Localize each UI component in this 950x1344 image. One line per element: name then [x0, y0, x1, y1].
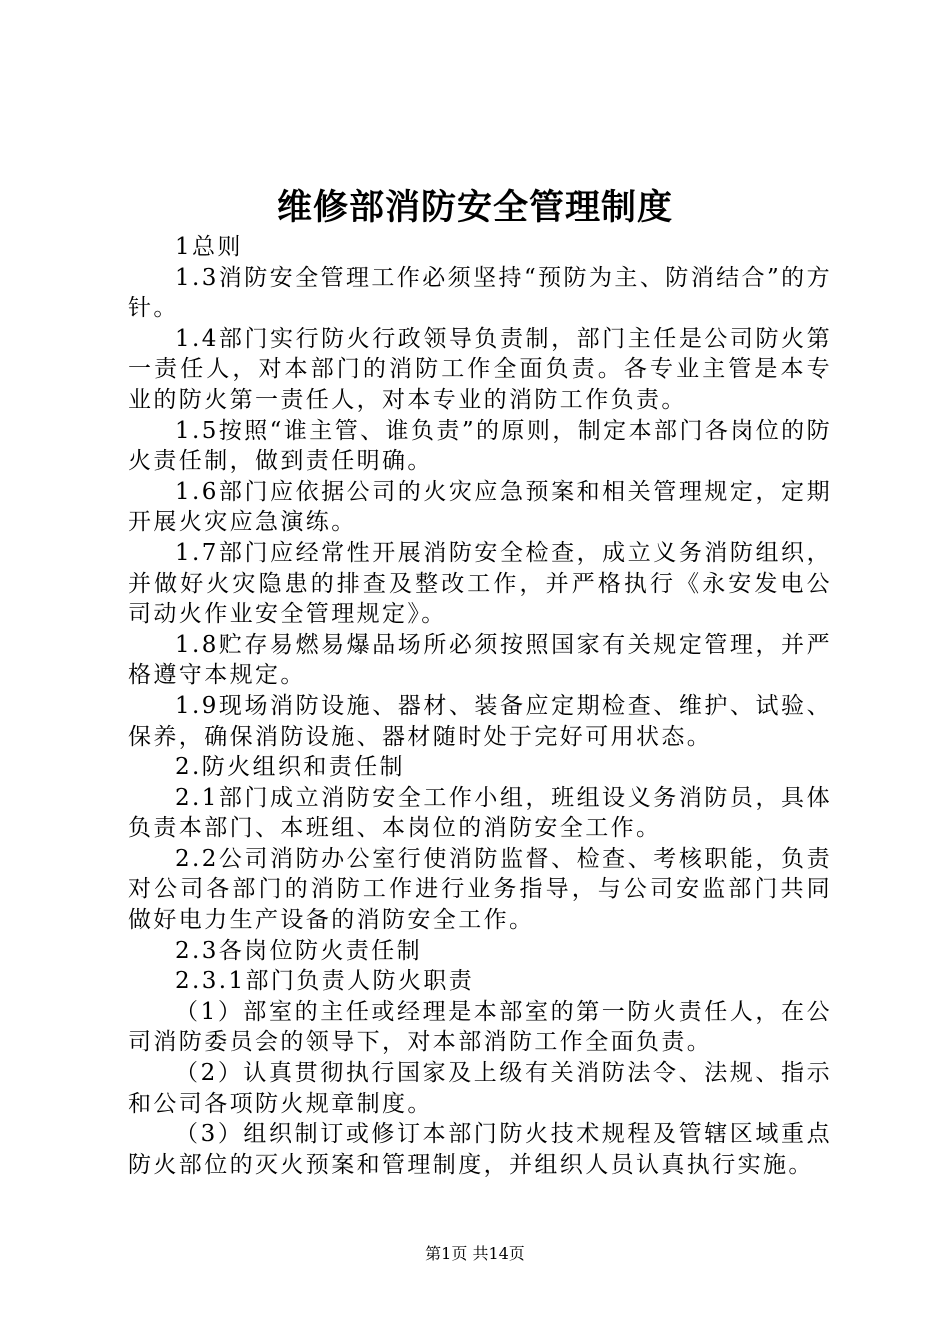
paragraph: 1.4部门实行防火行政领导负责制，部门主任是公司防火第一责任人，对本部门的消防工作全面负责。各专业主管是本专业的防火第一责任人，对本专业的消防工作负责。 — [128, 325, 832, 413]
paragraph: 1.7部门应经常性开展消防安全检查，成立义务消防组织，并做好火灾隐患的排查及整改工作，并严格执行《永安发电公司动火作业安全管理规定》。 — [128, 539, 832, 628]
paragraph: 1.8贮存易燃易爆品场所必须按照国家有关规定管理，并严格遵守本规定。 — [128, 631, 832, 689]
section-heading: 2.3各岗位防火责任制 — [175, 937, 422, 964]
document-title: 维修部消防安全管理制度 — [276, 187, 673, 228]
page-number-footer: 第1页 共14页 — [425, 1244, 525, 1263]
section-heading: 2.3.1部门负责人防火职责 — [175, 968, 475, 995]
paragraph: （2）认真贯彻执行国家及上级有关消防法令、法规、指示和公司各项防火规章制度。 — [128, 1060, 832, 1117]
paragraph: 1.9现场消防设施、器材、装备应定期检查、维护、试验、保养，确保消防设施、器材随时处于完好可用状态。 — [128, 692, 832, 750]
paragraph: 1.5按照“谁主管、谁负责”的原则，制定本部门各岗位的防火责任制，做到责任明确。 — [128, 417, 832, 475]
paragraph: 2.1部门成立消防安全工作小组，班组设义务消防员，具体负责本部门、本班组、本岗位的消防安全工作。 — [128, 784, 832, 842]
paragraph: 2.2公司消防办公室行使消防监督、检查、考核职能，负责对公司各部门的消防工作进行业务指导，与公司安监部门共同做好电力生产设备的消防安全工作。 — [128, 845, 832, 934]
paragraph: 1.3消防安全管理工作必须坚持“预防为主、防消结合”的方针。 — [128, 264, 832, 322]
paragraph: （1）部室的主任或经理是本部室的第一防火责任人，在公司消防委员会的领导下，对本部消防工作全面负责。 — [128, 998, 832, 1056]
paragraph: 1.6部门应依据公司的火灾应急预案和相关管理规定，定期开展火灾应急演练。 — [128, 478, 832, 536]
section-heading: 2.防火组织和责任制 — [175, 754, 405, 781]
document-body — [128, 232, 832, 1180]
paragraph: （3）组织制订或修订本部门防火技术规程及管辖区域重点防火部位的灭火预案和管理制度，并组织人员认真执行实施。 — [128, 1121, 832, 1178]
section-heading: 1总则 — [175, 234, 243, 260]
